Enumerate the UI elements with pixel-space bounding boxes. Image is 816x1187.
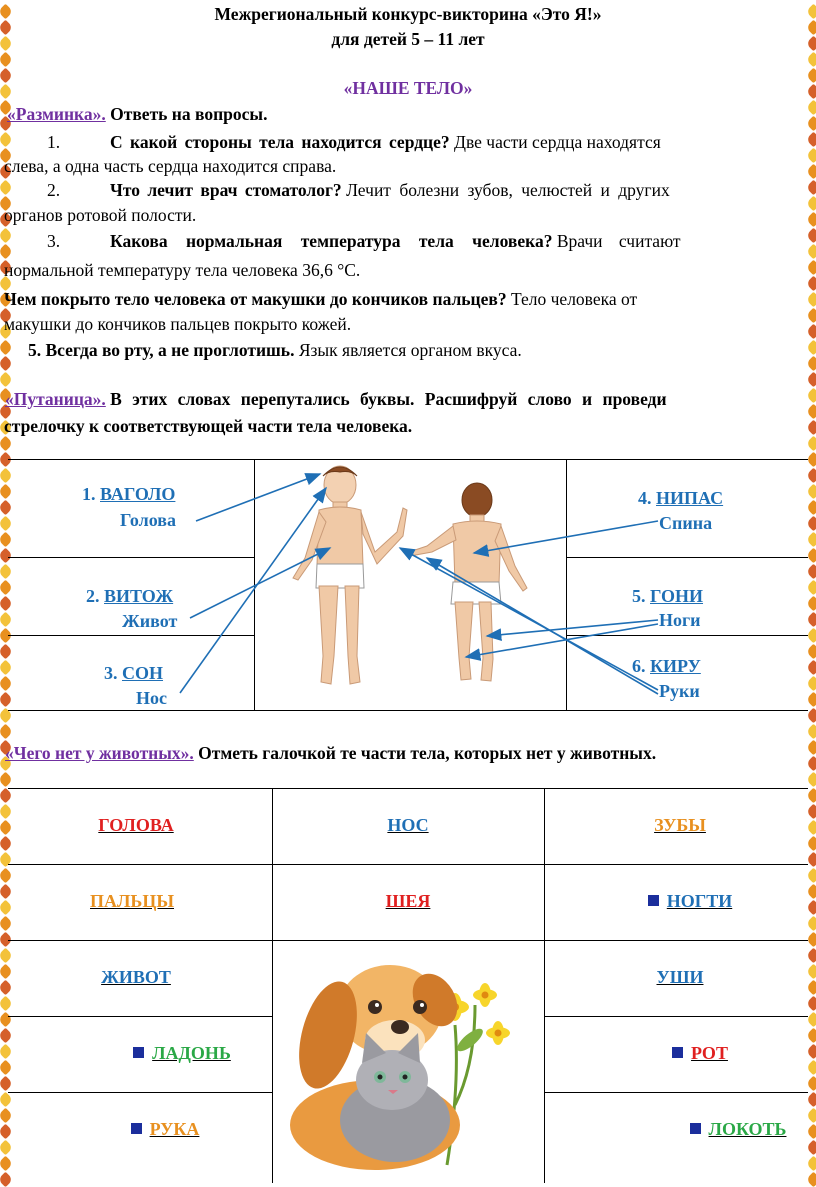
checkmark-square-icon [133,1047,144,1058]
animal-word-label: УШИ [656,967,704,987]
question-1-answer-cont: слева, а одна часть сердца находится справа. [4,156,337,176]
question-3-num: 3. [47,231,61,251]
animal-word-label: РУКА [149,1119,200,1139]
mixup-item-2 [86,586,173,607]
animals-instruction: Отметь галочкой те части тела, которых нет у животных. [198,743,657,763]
item-number: 6. [632,656,646,676]
question-2-num: 2. [47,180,61,200]
table-border [8,940,808,941]
question-2-answer-cont: органов ротовой полости. [4,205,197,225]
mixup-instruction-cont: стрелочку к соответствующей части тела человека. [4,416,413,436]
warmup-name: «Разминка». [7,104,106,124]
kitten-icon [340,1033,450,1162]
mixup-answer-6: Руки [659,681,700,701]
table-border [544,1092,808,1093]
mixup-answer-5: Ноги [659,610,701,630]
scrambled-word: ВИТОЖ [104,586,174,606]
mixup-item-4 [638,488,723,509]
animal-word-3[interactable] [90,891,174,912]
mixup-answer-2: Живот [122,611,178,631]
table-border [272,788,273,1183]
animal-word-8[interactable] [133,1043,231,1064]
animal-word-label: ПАЛЬЦЫ [90,891,174,911]
animal-word-label: НОГТИ [666,891,733,911]
table-border [544,1016,808,1017]
puppy-kitten-illustration [280,945,535,1180]
topic-title: «НАШЕ ТЕЛО» [343,78,473,98]
question-2-text: Что лечит врач стоматолог? [110,180,342,200]
warmup-instruction: Ответь на вопросы. [110,104,268,124]
arrow-back [474,521,658,553]
table-border [8,1016,272,1017]
checkmark-square-icon [690,1123,701,1134]
mixup-answer-1: Голова [120,510,177,530]
scrambled-word: ВАГОЛО [100,484,176,504]
animal-word-label: НОС [387,815,429,835]
mixup-answer-3: Нос [136,688,167,708]
animal-word-9[interactable] [672,1043,728,1064]
animal-word-label: ЖИВОТ [101,967,171,987]
item-number: 5. [632,586,646,606]
scrambled-word: НИПАС [656,488,724,508]
question-4-answer: Тело человека от [510,289,638,309]
arrow-head [196,474,320,521]
arrow-belly [190,548,330,618]
contest-title: Межрегиональный конкурс-викторина «Это Я!» [214,4,602,24]
question-5-text: 5. Всегда во рту, а не проглотишь. [28,340,295,360]
question-1-text: С какой стороны тела находится сердце? [110,132,450,152]
question-2-answer: Лечит болезни зубов, челюстей и других [346,180,670,200]
animal-word-label: ГОЛОВА [98,815,174,835]
question-5-answer: Язык является органом вкуса. [298,340,522,360]
animal-word-5[interactable] [648,891,732,912]
animal-word-7[interactable] [657,967,704,988]
checkmark-square-icon [131,1123,142,1134]
mixup-item-1 [82,484,175,505]
animals-heading [5,742,656,764]
table-border [544,788,545,1183]
scrambled-word: ГОНИ [650,586,704,606]
animal-word-1[interactable] [387,815,428,836]
animal-word-6[interactable] [101,967,171,988]
mixup-answer-4: Спина [659,513,713,533]
question-3-answer-cont: нормальной температуру тела человека 36,6 °С. [4,260,361,280]
checkmark-square-icon [648,895,659,906]
question-4-answer-cont: макушки до кончиков пальцев покрыто кожей. [4,314,352,334]
animals-name: «Чего нет у животных». [5,743,194,763]
question-1-answer: Две части сердца находятся [454,132,661,152]
scrambled-word: СОН [122,663,164,683]
animal-word-label: ЛОКОТЬ [708,1119,787,1139]
mixup-item-3 [104,663,163,684]
mixup-instruction: В этих словах перепутались буквы. Расшифруй слово и проведи [110,389,667,409]
item-number: 2. [86,586,100,606]
animal-word-label: РОТ [691,1043,728,1063]
animal-word-4[interactable] [386,891,431,912]
mixup-name: «Путаница». [5,389,106,409]
scrambled-word: КИРУ [650,656,701,676]
item-number: 3. [104,663,118,683]
arrow-hands-1 [400,548,658,690]
question-3-answer: Врачи считают [556,231,681,251]
item-number: 1. [82,484,96,504]
table-border [8,788,808,789]
animal-word-label: ЛАДОНЬ [152,1043,231,1063]
question-3-text: Какова нормальная температура тела человека? [110,231,553,251]
animal-word-0[interactable] [98,815,173,836]
animal-word-label: ЗУБЫ [654,815,706,835]
question-4-text: Чем покрыто тело человека от макушки до кончиков пальцев? [4,289,507,309]
animal-word-2[interactable] [654,815,706,836]
table-border [8,1092,272,1093]
table-border [8,864,808,865]
animal-word-11[interactable] [690,1119,787,1140]
animal-word-10[interactable] [131,1119,200,1140]
mixup-item-6 [632,656,701,677]
mixup-item-5 [632,586,703,607]
checkmark-square-icon [672,1047,683,1058]
item-number: 4. [638,488,652,508]
arrow-hands-2 [427,558,658,694]
animal-word-label: ШЕЯ [385,891,431,911]
contest-subtitle: для детей 5 – 11 лет [331,29,485,49]
question-1-num: 1. [47,132,61,152]
